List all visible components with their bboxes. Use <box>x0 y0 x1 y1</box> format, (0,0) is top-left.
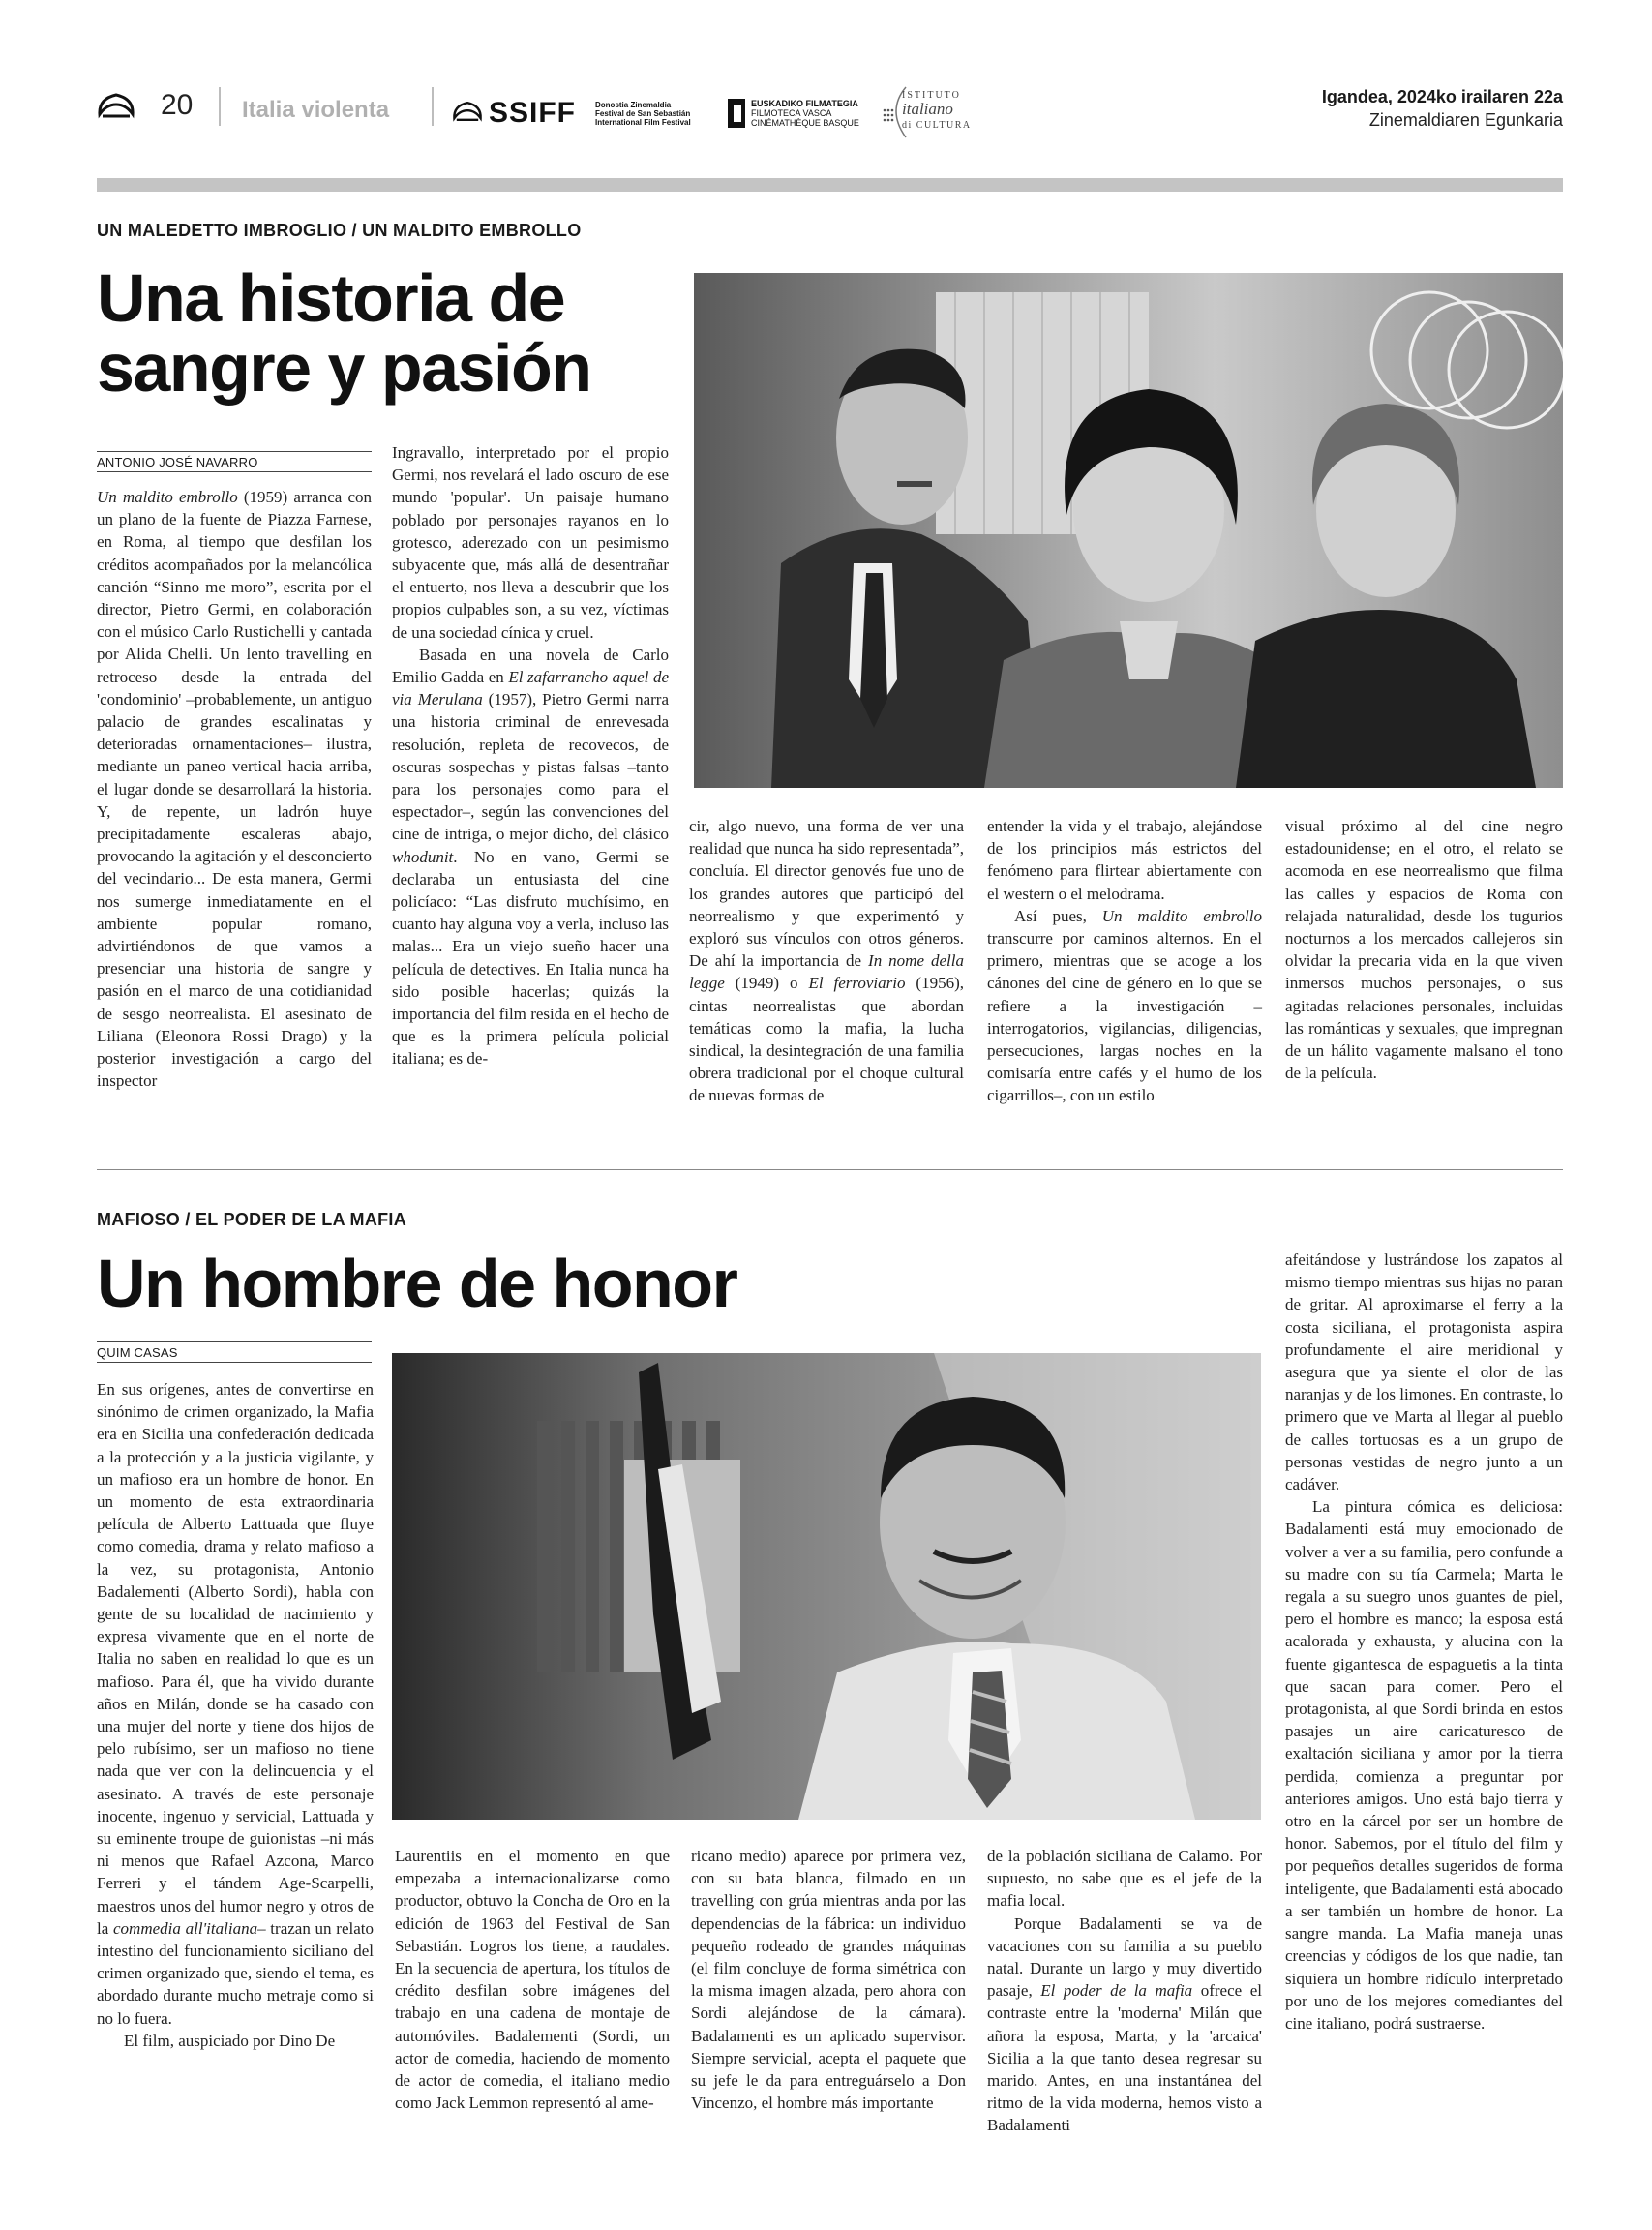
filmateca-f-icon <box>728 99 745 128</box>
article2-column-2: Laurentiis en el momento en que empezaba a internacionalizarse como productor, obtuvo la Concha de Oro en la edición de 1963 del Festival de San Sebastián. Logros los tiene, a raudales. En la secuencia de apertura, los títulos de crédito desfilan sobre imágenes del trabajo en una cadena de montaje de automóviles. Badalementi (Sordi, un actor de comedia, haciendo de momento de actor de comedia, el italiano medio como Jack Lemmon representó al ame- <box>395 1847 670 2113</box>
film-still-three-characters <box>694 273 1563 788</box>
section-divider <box>97 1169 1563 1170</box>
header-date: Igandea, 2024ko irailaren 22a <box>1321 87 1563 106</box>
article1-column-1: Un maldito embrollo (1959) arranca con un plano de la fuente de Piazza Farnese, en Roma, al tiempo que desfilan los créditos acompañados por la melancólica canción “Sinno me moro”, escrita por el director, Pietro Germi, en colaboración con el músico Carlo Rustichelli y cantada por Alida Chelli. Un lento travelling en retroceso desde la entrada del 'condominio' –probablemente, un antiguo palacio de grandes escalinatas y deterioradas ornamentaciones– ilustra, mediante un paneo vertical hacia arriba, el lugar donde se desarrollará la historia. Y, de repente, un ladrón huye precipitadamente escaleras abajo, provocando la agitación y el desconcierto del vecindario... De esta manera, Germi nos sumerge inmediatamente en el ambiente popular romano, advirtiéndonos de que vamos a presenciar una historia de sangre y pasión en el marco de una cotidianidad de sesgo neorrealista. El asesinato de Liliana (Eleonora Rossi Drago) y la posterior investigación a cargo del inspector <box>97 488 372 1091</box>
istituto-line-1: ISTITUTO <box>902 90 961 101</box>
newspaper-name: Zinemaldiaren Egunkaria <box>1368 110 1563 130</box>
article1-column-5: visual próximo al del cine negro estadounidense; en el otro, el relato se acomoda en ese neorrealismo que filma las calles y espacios de Roma con relajada naturalidad, desde los tugurios nocturnos a los mercados callejeros sin olvidar la precaria vida en la que viven inmersos muchos personajes, o sus agitadas relaciones personales, incluidas las románticas y sexuales, que impregnan de un hálito vagamente malsano el tono de la película. <box>1285 817 1563 1083</box>
section-name: Italia violenta <box>242 97 390 123</box>
article2-column-3: ricano medio) aparece por primera vez, con su bata blanca, filmado en un travelling con grúa mientras anda por las dependencias de la fábrica: un individuo pequeño rodeado de grandes máquinas (el film concluye de forma simétrica con la misma imagen alzada, pero ahora con Sordi alejándose de la cámara). Badalamenti es un aplicado supervisor. Siempre servicial, acepta el paquete que su jefe le da para entreguárselo a Don Vincenzo, el hombre más importante <box>691 1847 966 2113</box>
article2-headline: Un hombre de honor <box>97 1246 737 1321</box>
page-number: 20 <box>161 89 194 121</box>
istituto-line-3: di CULTURA <box>902 120 972 131</box>
page-header <box>97 81 1563 149</box>
article2-byline: QUIM CASAS <box>97 1341 372 1363</box>
ssiff-subtitle: Donostia Zinemaldia Festival de San Sebastián International Film Festival <box>595 101 691 127</box>
shell-logo-icon <box>97 91 135 120</box>
article1-byline: ANTONIO JOSÉ NAVARRO <box>97 451 372 472</box>
article1-headline <box>97 260 677 406</box>
ssiff-wordmark: SSIFF <box>489 97 577 129</box>
header-rule <box>97 178 1563 192</box>
article1-column-2: Ingravallo, interpretado por el propio Germi, nos revelará el lado oscuro de ese mundo 'popular'. Un paisaje humano poblado por personajes rayanos en lo grotesco, aderezado con un pesimismo subyacente que, más allá de desentrañar el entuerto, nos lleva a descubrir que los propios culpables son, a su vez, víctimas de una sociedad cínica y cruel. Basada en una novela de Carlo Emilio Gadda en El zafarrancho aquel de via Merulana (1957), Pietro Germi narra una historia criminal de enrevesada resolución, repleta de recovecos, de oscuras sospechas y pistas falsas –tanto para los personajes como para el espectador–, según las convenciones del cine de intriga, o mejor dicho, del clásico whodunit. No en vano, Germi se declaraba un entusiasta del cine policíaco: “Las disfruto muchísimo, en cuanto hay alguna voy a verla, incluso las malas... Era un viejo sueño hacer una película de detectives. En Italia nunca ha sido posible hacerlas; quizás la importancia del film resida en el hecho de que es la primera película policial italiana; es de- <box>392 443 669 1069</box>
article1-film-title: Un maldito embrollo <box>97 488 238 506</box>
filmateca-title: EUSKADIKO FILMATEGIA <box>751 99 858 108</box>
ssiff-shell-icon <box>452 99 483 124</box>
article1-kicker: UN MALEDETTO IMBROGLIO / UN MALDITO EMBROLLO <box>97 221 582 240</box>
article2-film-still <box>392 1353 1261 1820</box>
article1-column-3: cir, algo nuevo, una forma de ver una realidad que nunca ha sido representada”, concluía. El director genovés fue uno de los grandes autores que participó del neorrealismo y que experimentó y exploró sus vínculos con otros géneros. De ahí la importancia de In nome della legge (1949) o El ferroviario (1956), cintas neorrealistas que abordan temáticas como la mafia, la lucha sindical, la desintegración de una familia obrera tradicional por el choque cultural de nuevas formas de <box>689 817 965 1105</box>
article2-column-4: de la población siciliana de Calamo. Por supuesto, no sabe que es el jefe de la mafia local. Porque Badalamenti se va de vacaciones con su familia a su pueblo natal. Durante un largo y muy divertido pasaje, El poder de la mafia ofrece el contraste entre la 'moderna' Milán que añora la esposa, Marta, y la 'arcaica' Sicilia a la que tanto desea regresar su marido. Antes, en una instantánea del ritmo de la vida moderna, hemos visto a Badalamenti <box>987 1847 1262 2135</box>
article1-film-still <box>694 273 1563 788</box>
article1-headline-line1: Una historia de <box>97 260 565 336</box>
article1-headline-line2: sangre y pasión <box>97 330 591 406</box>
filmateca-subtitle-2: CINÉMATHÈQUE BASQUE <box>751 118 859 128</box>
istituto-italiano-logo <box>881 81 977 145</box>
header-divider <box>219 87 221 126</box>
article2-column-1: En sus orígenes, antes de convertirse en sinónimo de crimen organizado, la Mafia era en Sicilia una confederación dedicada a la protección y a la justicia vigilante, y un mafioso era un hombre de honor. En un momento de esta extraordinaria película de Alberto Lattuada que fluye como comedia, drama y relato mafioso a la vez, su protagonista, Antonio Badalementi (Alberto Sordi), habla con gente de su localidad de nacimiento y expresa vivamente que en el norte de Italia no saben en realidad lo que es un mafioso. Para él, que ha vivido durante años en Milán, donde se ha casado con una mujer del norte y tiene dos hijos de pelo rubísimo, ser un mafioso no tiene nada que ver con la delincuencia y el asesinato. A través de este personaje inocente, ingenuo y servicial, Lattuada y su eminente troupe de guionistas –ni más ni menos que Rafael Azcona, Marco Ferreri y el tándem Age-Scarpelli, maestros unos del humor negro y otros de la commedia all'italiana– trazan un relato intestino del funcionamiento siciliano del crimen organizado que, siendo el tema, es abordado durante mucho metraje como si no lo fuera. El film, auspiciado por Dino De <box>97 1380 374 2050</box>
filmateca-subtitle-1: FILMOTECA VASCA <box>751 108 832 118</box>
istituto-line-2: italiano <box>902 100 953 118</box>
film-still-smiling-man <box>392 1353 1261 1820</box>
article1-column-4: entender la vida y el trabajo, alejándose de los principios más estrictos del fenómeno para flirtear abiertamente con el western o el melodrama. Así pues, Un maldito embrollo transcurre por caminos alternos. En el primero, mientras que se acoge a los cánones del cine de género en lo que se refiere a la investigación –interrogatorios, vigilancias, diligencias, persecuciones, largas noches en la comisaría entre cafés y el humo de los cigarrillos–, con un estilo <box>987 817 1262 1105</box>
header-divider <box>432 87 434 126</box>
article2-kicker: MAFIOSO / EL PODER DE LA MAFIA <box>97 1210 407 1229</box>
article2-column-5: afeitándose y lustrándose los zapatos al mismo tiempo mientras sus hijas no paran de gritar. Al aproximarse el ferry a la costa siciliana, el protagonista aspira profundamente el aire meridional y asegura que ya siente el olor de las naranjas y de los limones. En contraste, lo primero que ve Marta al llegar al pueblo de calles tortuosas es a un grupo de personas vestidas de negro junto a un cadáver. La pintura cómica es deliciosa: Badalamenti está muy emocionado de volver a ver a su familia, pero confunde a su madre con su tía Carmela; Marta le regala a su suegro unos guantes de piel, pero el hombre es manco; la esposa está acalorada y exhausta, y alucina con la fuente gigantesca de espaguetis a la tinta que sacan para comer. Pero el protagonista, al que Sordi brinda en estos pasajes un aire caricaturesco de exaltación siciliana y amor por la tierra perdida, comienza a preguntar por anteriores amigos. Uno está bajo tierra y otro en la cárcel por ser un hombre de honor. Sabemos, por el título del film y por pequeños detalles sugeridos de forma inteligente, que Badalamenti está abocado a ser también un hombre de honor. La sangre manda. La Mafia maneja unas creencias y códigos de los que nadie, tan siquiera un hombre ridículo interpretado por uno de los mejores comediantes del cine italiano, podrá sustraerse. <box>1285 1251 1563 2033</box>
